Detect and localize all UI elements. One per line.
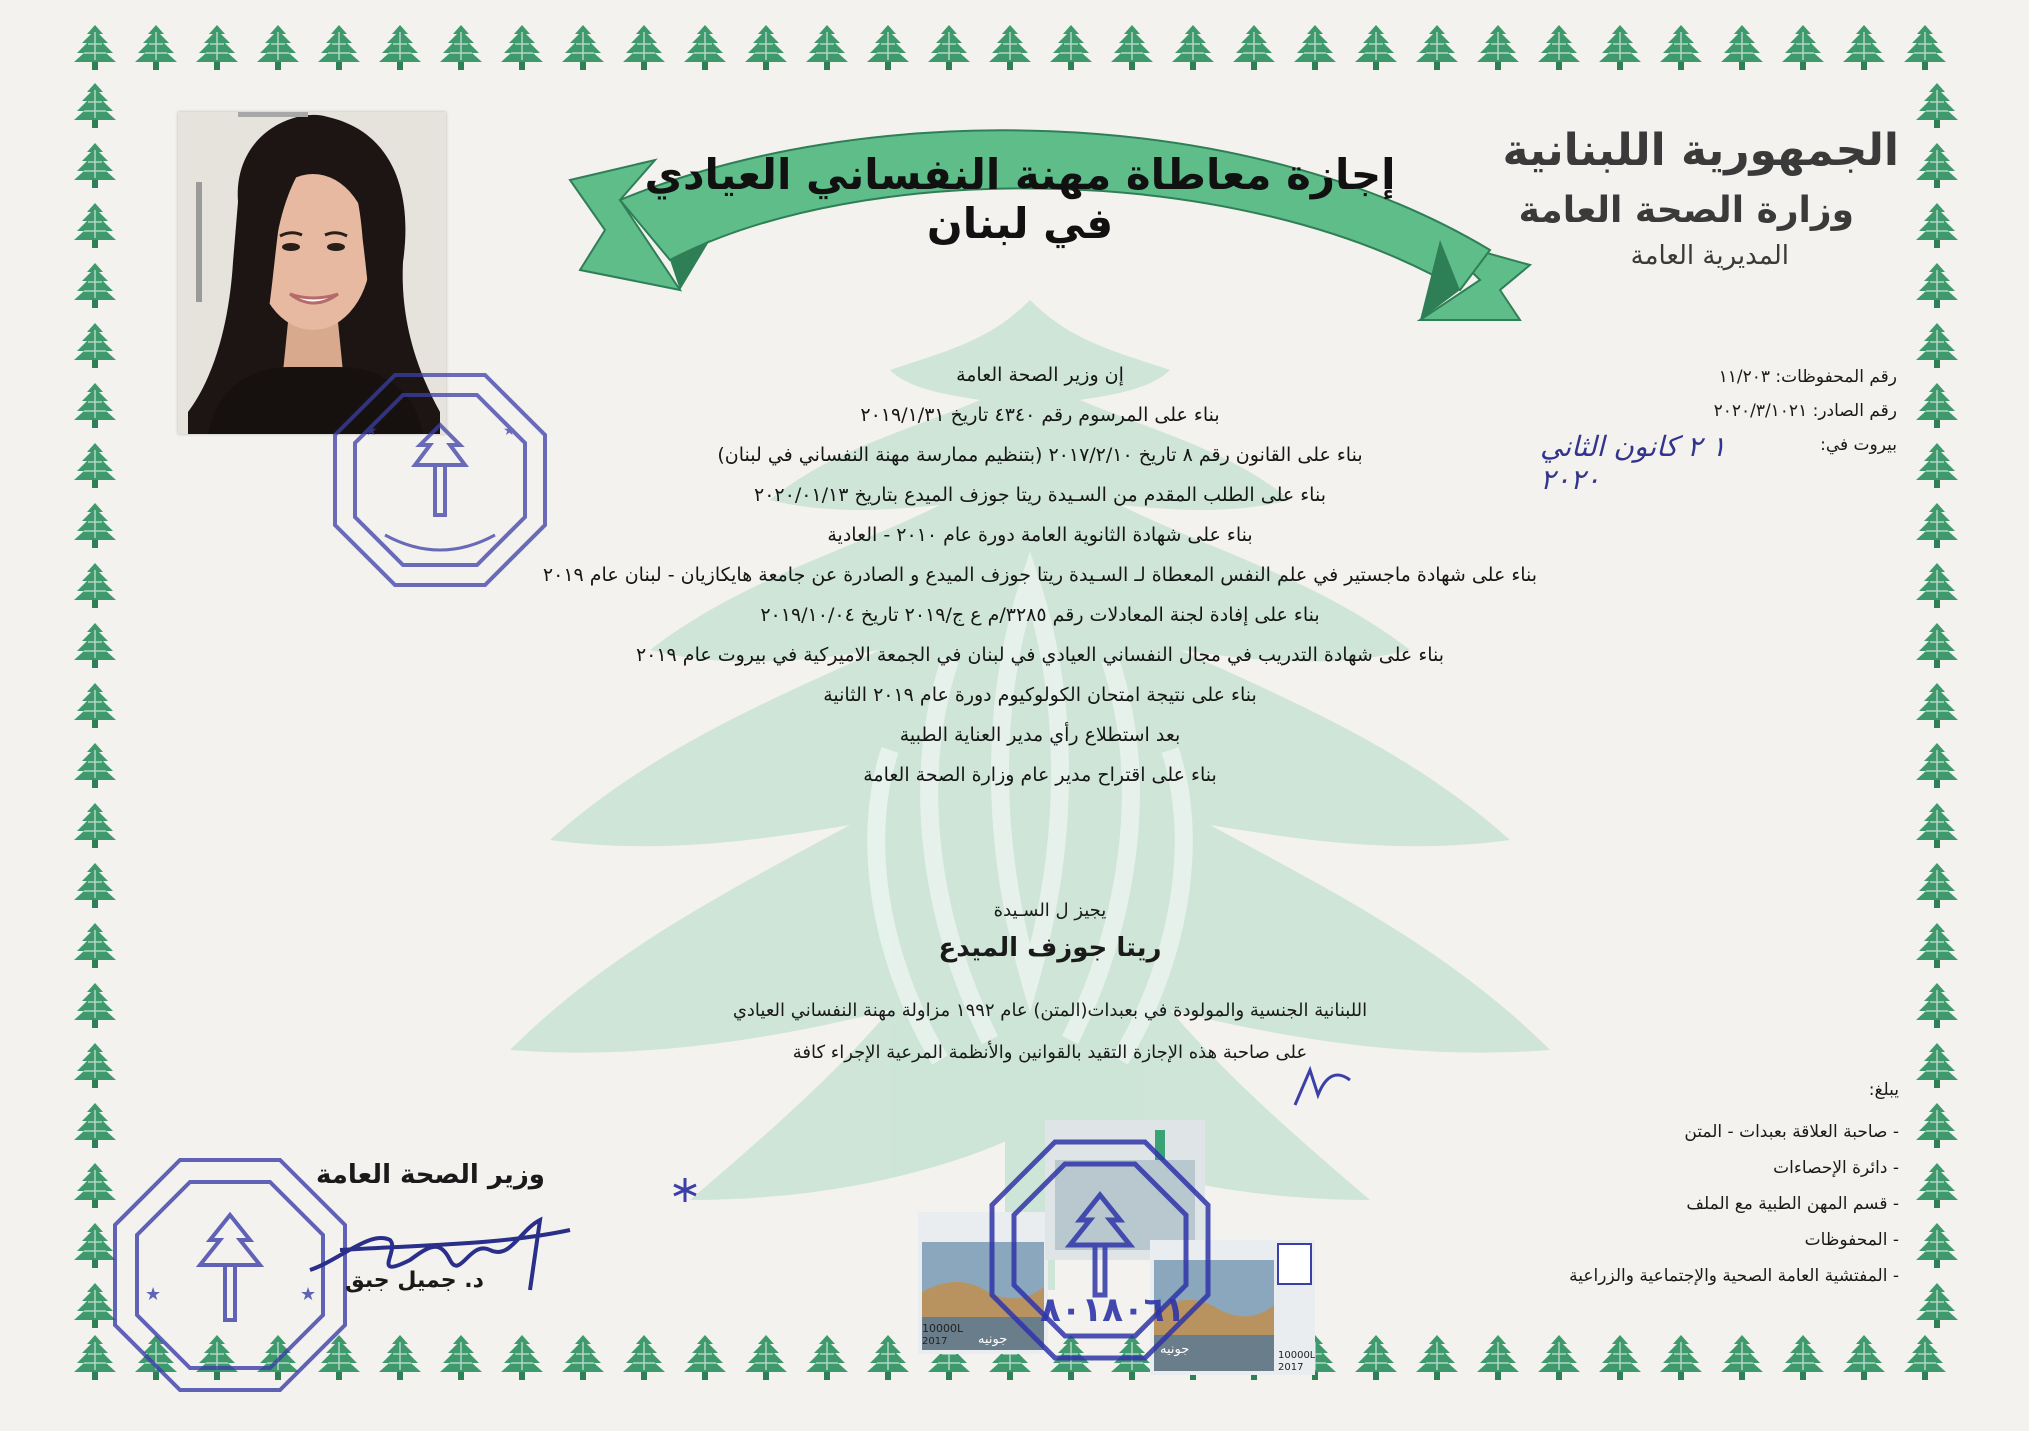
cedar-icon: [1912, 860, 1962, 910]
cedar-icon: [1412, 1332, 1462, 1382]
cedar-icon: [70, 200, 120, 250]
cedar-icon: [1351, 1332, 1401, 1382]
cedar-icon: [1595, 1332, 1645, 1382]
body-line: بناء على القانون رقم ٨ تاريخ ٢٠١٧/٢/١٠ (بتنظيم ممارسة مهنة النفساني في لبنان): [717, 444, 1363, 466]
certificate-title: إجازة معاطاة مهنة النفساني العيادي في لبنان: [644, 150, 1396, 248]
cedar-icon: [1717, 1332, 1767, 1382]
cedar-icon: [1046, 22, 1096, 72]
cedar-icon: [70, 1100, 120, 1150]
stamp-left-value: 10000L: [922, 1322, 964, 1335]
cedar-icon: [1912, 80, 1962, 130]
cedar-icon: [1839, 1332, 1889, 1382]
outgoing-number-value: ٢٠٢٠/٣/١٠٢١: [1713, 401, 1808, 421]
minister-name: د. جميل جبق: [345, 1268, 484, 1293]
body-line: بناء على شهادة التدريب في مجال النفساني العيادي في لبنان في الجمعة الاميركية في بيروت عام ٢٠١٩: [635, 644, 1445, 666]
cedar-icon: [497, 22, 547, 72]
cedar-icon: [70, 620, 120, 670]
nationality-text: [600, 990, 1500, 1074]
cedar-icon: [70, 800, 120, 850]
cedar-border-cell: [375, 1332, 425, 1382]
cedar-border-cell: [1168, 22, 1218, 72]
cedar-icon: [131, 22, 181, 72]
directorate-name: المديرية العامة: [1630, 241, 1789, 271]
cedar-icon: [1912, 800, 1962, 850]
cedar-icon: [192, 22, 242, 72]
cedar-border-cell: [619, 22, 669, 72]
cedar-icon: [1656, 22, 1706, 72]
cedar-border-cell: [1595, 1332, 1645, 1382]
cedar-border-cell: [70, 620, 120, 670]
cedar-icon: [1912, 680, 1962, 730]
cedar-icon: [1912, 260, 1962, 310]
cedar-border-cell: [70, 920, 120, 970]
cedar-icon: [985, 22, 1035, 72]
cedar-icon: [1912, 1100, 1962, 1150]
cedar-border-cell: [863, 22, 913, 72]
cedar-icon: [1912, 320, 1962, 370]
stamp-right-year: 2017: [1278, 1362, 1304, 1373]
cedar-border-cell: [70, 380, 120, 430]
distribution-item: - المحفوظات: [1804, 1230, 1899, 1250]
issue-place-label: بيروت في:: [1820, 435, 1897, 455]
body-line: بناء على شهادة الثانوية العامة دورة عام ٢٠١٠ - العادية: [827, 524, 1253, 546]
cedar-border-cell: [1912, 1160, 1962, 1210]
cedar-icon: [863, 22, 913, 72]
cedar-icon: [70, 260, 120, 310]
cedar-icon: [1717, 22, 1767, 72]
cedar-icon: [70, 140, 120, 190]
cedar-icon: [1912, 980, 1962, 1030]
cedar-icon: [1778, 22, 1828, 72]
body-line: بناء على المرسوم رقم ٤٣٤٠ تاريخ ٢٠١٩/١/٣١: [860, 404, 1220, 426]
cedar-border-cell: [680, 1332, 730, 1382]
cedar-border-cell: [985, 22, 1035, 72]
body-line: بناء على اقتراح مدير عام وزارة الصحة العامة: [863, 764, 1217, 786]
cedar-border-cell: [1912, 1220, 1962, 1270]
cedar-border-cell: [1839, 22, 1889, 72]
cedar-icon: [1656, 1332, 1706, 1382]
cedar-border-cell: [70, 440, 120, 490]
cedar-icon: [802, 22, 852, 72]
cedar-icon: [619, 1332, 669, 1382]
body-line: بعد استطلاع رأي مدير العناية الطبية: [899, 724, 1181, 746]
cedar-icon: [1912, 140, 1962, 190]
cedar-border-cell: [1473, 1332, 1523, 1382]
cedar-border-cell: [70, 740, 120, 790]
cedar-icon: [70, 740, 120, 790]
cedar-border-cell: [70, 22, 120, 72]
cedar-icon: [1107, 22, 1157, 72]
cedar-icon: [70, 980, 120, 1030]
handwritten-date: ١ ٢ كانون الثاني ٢٠٢٠: [1540, 430, 1726, 496]
svg-text:★: ★: [365, 423, 378, 439]
stamp-left-year: 2017: [922, 1336, 948, 1347]
cedar-icon: [1912, 620, 1962, 670]
cedar-icon: [1900, 22, 1950, 72]
cedar-icon: [1912, 1220, 1962, 1270]
archive-number-label: رقم المحفوظات:: [1775, 367, 1897, 387]
cedar-border-cell: [1717, 22, 1767, 72]
svg-text:★: ★: [503, 423, 516, 439]
cedar-icon: [1839, 22, 1889, 72]
cedar-border-cell: [741, 1332, 791, 1382]
issue-place-date: [1714, 428, 1897, 462]
body-line: إن وزير الصحة العامة: [956, 364, 1124, 386]
cedar-icon: [497, 1332, 547, 1382]
body-line: بناء على إفادة لجنة المعادلات رقم ٣٢٨٥/م ع ج/٢٠١٩ تاريخ ٢٠١٩/١٠/٠٤: [760, 604, 1320, 626]
outgoing-number-label: رقم الصادر:: [1812, 401, 1897, 421]
cedar-border-cell: [1912, 860, 1962, 910]
cedar-border-top: [70, 22, 1961, 72]
cedar-border-cell: [70, 860, 120, 910]
cedar-icon: [70, 1040, 120, 1090]
stamp-left-place: جونيه: [978, 1332, 1008, 1347]
cedar-border-cell: [924, 22, 974, 72]
cedar-border-right: [1912, 80, 1962, 1340]
cedar-border-cell: [70, 140, 120, 190]
cedar-border-cell: [1778, 1332, 1828, 1382]
cedar-border-cell: [1900, 22, 1950, 72]
cedar-border-cell: [1595, 22, 1645, 72]
cedar-border-cell: [1912, 740, 1962, 790]
cedar-border-cell: [1912, 1100, 1962, 1150]
cedar-icon: [375, 1332, 425, 1382]
cedar-border-cell: [558, 1332, 608, 1382]
cedar-icon: [70, 440, 120, 490]
cedar-icon: [436, 1332, 486, 1382]
cedar-icon: [741, 1332, 791, 1382]
cedar-border-cell: [1912, 560, 1962, 610]
cedar-icon: [1473, 1332, 1523, 1382]
archive-number-value: ١١/٢٠٣: [1718, 367, 1770, 387]
cedar-icon: [1412, 22, 1462, 72]
cedar-border-cell: [1912, 920, 1962, 970]
body-line: بناء على الطلب المقدم من السـيدة ريتا جوزف الميدع بتاريخ ٢٠٢٠/٠١/١٣: [754, 484, 1326, 506]
cedar-border-cell: [1912, 320, 1962, 370]
cedar-border-cell: [314, 22, 364, 72]
cedar-border-cell: [70, 1100, 120, 1150]
cedar-border-cell: [802, 22, 852, 72]
cedar-icon: [1534, 22, 1584, 72]
grant-permits: يجيز ل السـيدة: [993, 900, 1107, 921]
cedar-icon: [1912, 1160, 1962, 1210]
cedar-icon: [1351, 22, 1401, 72]
cedar-border-cell: [1912, 140, 1962, 190]
distribution-list: [1569, 1080, 1899, 1294]
cedar-border-cell: [70, 320, 120, 370]
cedar-border-cell: [70, 1040, 120, 1090]
cedar-icon: [1912, 380, 1962, 430]
cedar-icon: [1595, 22, 1645, 72]
cedar-icon: [1912, 440, 1962, 490]
cedar-border-cell: [1351, 1332, 1401, 1382]
cedar-icon: [70, 680, 120, 730]
stamp-serial-number: ٨٠١٨٠٦١: [1040, 1290, 1186, 1330]
cedar-icon: [680, 22, 730, 72]
cedar-icon: [1912, 920, 1962, 970]
cedar-border-cell: [436, 1332, 486, 1382]
cedar-icon: [1229, 22, 1279, 72]
cedar-icon: [253, 22, 303, 72]
cedar-icon: [924, 22, 974, 72]
issuer-header: [1503, 125, 1899, 271]
cedar-border-cell: [1912, 1040, 1962, 1090]
reference-block: [1714, 360, 1897, 462]
cedar-border-cell: [1717, 1332, 1767, 1382]
cedar-icon: [1912, 1040, 1962, 1090]
cedar-border-cell: [1656, 1332, 1706, 1382]
cedar-icon: [1534, 1332, 1584, 1382]
cedar-border-cell: [1912, 440, 1962, 490]
cedar-border-cell: [1656, 22, 1706, 72]
cedar-icon: [558, 22, 608, 72]
cedar-border-cell: [741, 22, 791, 72]
distribution-item: - صاحبة العلاقة بعبدات - المتن: [1684, 1122, 1899, 1142]
cedar-border-cell: [70, 560, 120, 610]
cedar-border-cell: [1046, 22, 1096, 72]
archive-number: [1714, 360, 1897, 394]
cedar-icon: [1912, 200, 1962, 250]
cedar-icon: [436, 22, 486, 72]
republic-name: الجمهورية اللبنانية: [1502, 125, 1899, 176]
cancellation-seal-icon: [980, 1130, 1220, 1370]
cedar-border-cell: [375, 22, 425, 72]
cedar-border-cell: [131, 22, 181, 72]
cedar-border-cell: [1912, 800, 1962, 850]
body-text: [440, 355, 1640, 795]
body-line: بناء على نتيجة امتحان الكولوكيوم دورة عام ٢٠١٩ الثانية: [823, 684, 1257, 706]
cedar-icon: [1168, 22, 1218, 72]
cedar-border-cell: [1534, 1332, 1584, 1382]
cedar-border-cell: [1107, 22, 1157, 72]
cedar-icon: [802, 1332, 852, 1382]
cedar-border-cell: [192, 22, 242, 72]
cedar-border-cell: [70, 200, 120, 250]
distribution-item: - دائرة الإحصاءات: [1773, 1158, 1899, 1178]
cedar-icon: [70, 380, 120, 430]
cedar-border-cell: [70, 500, 120, 550]
distribution-item: - قسم المهن الطبية مع الملف: [1686, 1194, 1899, 1214]
initials-mark-icon: [1290, 1060, 1360, 1110]
svg-text:★: ★: [145, 1284, 162, 1305]
licensee-name: ريتا جوزف الميدع: [938, 933, 1162, 963]
cedar-icon: [70, 920, 120, 970]
cedar-border-cell: [863, 1332, 913, 1382]
cedar-border-cell: [1912, 680, 1962, 730]
cedar-border-cell: [1290, 22, 1340, 72]
cedar-icon: [1778, 1332, 1828, 1382]
cedar-border-cell: [497, 22, 547, 72]
cedar-border-cell: [619, 1332, 669, 1382]
grant-block: [840, 900, 1260, 963]
cedar-icon: [70, 560, 120, 610]
cedar-icon: [1912, 740, 1962, 790]
cedar-border-cell: [680, 22, 730, 72]
cedar-icon: [1473, 22, 1523, 72]
distribution-title: يبلغ:: [1868, 1080, 1899, 1100]
cedar-border-cell: [1473, 22, 1523, 72]
nationality-line: اللبنانية الجنسية والمولودة في بعبدات(المتن) عام ١٩٩٢ مزاولة مهنة النفساني العيادي: [732, 1000, 1368, 1021]
body-line: بناء على شهادة ماجستير في علم النفس المعطاة لـ السـيدة ريتا جوزف الميدع و الصادرة عن جامعة هايكازيان - لبنان عام ٢٠١٩: [542, 564, 1538, 586]
cedar-icon: [863, 1332, 913, 1382]
cedar-icon: [375, 22, 425, 72]
cedar-border-cell: [802, 1332, 852, 1382]
cedar-icon: [70, 320, 120, 370]
distribution-item: - المفتشية العامة الصحية والإجتماعية والزراعية: [1569, 1266, 1899, 1286]
cedar-border-cell: [497, 1332, 547, 1382]
cedar-border-cell: [1912, 380, 1962, 430]
stamp-right-place: جونيه: [1160, 1342, 1190, 1357]
cedar-border-cell: [1229, 22, 1279, 72]
cedar-icon: [70, 80, 120, 130]
cedar-border-cell: [1412, 22, 1462, 72]
cedar-border-cell: [436, 22, 486, 72]
stamp-right-value: 10000L: [1278, 1350, 1315, 1361]
outgoing-number: [1714, 394, 1897, 428]
cedar-border-cell: [70, 80, 120, 130]
cedar-border-cell: [1912, 80, 1962, 130]
cedar-border-cell: [558, 22, 608, 72]
cedar-icon: [1912, 560, 1962, 610]
cedar-border-cell: [1912, 1280, 1962, 1330]
cedar-border-cell: [1912, 980, 1962, 1030]
ministry-name: وزارة الصحة العامة: [1518, 190, 1854, 231]
cedar-border-cell: [253, 22, 303, 72]
cedar-border-cell: [70, 980, 120, 1030]
cedar-icon: [619, 22, 669, 72]
obligation-line: على صاحبة هذه الإجازة التقيد بالقوانين والأنظمة المرعية الإجراء كافة: [792, 1042, 1308, 1063]
cedar-icon: [1912, 1280, 1962, 1330]
cedar-border-cell: [1778, 22, 1828, 72]
cedar-icon: [314, 22, 364, 72]
cedar-border-cell: [1912, 620, 1962, 670]
cedar-border-cell: [70, 800, 120, 850]
cedar-border-cell: [1912, 260, 1962, 310]
cedar-icon: [70, 22, 120, 72]
cedar-border-cell: [70, 680, 120, 730]
asterisk-mark-icon: [670, 1175, 700, 1205]
cedar-border-cell: [1912, 500, 1962, 550]
cedar-border-cell: [1912, 200, 1962, 250]
cedar-border-cell: [1839, 1332, 1889, 1382]
cedar-icon: [558, 1332, 608, 1382]
svg-text:★: ★: [300, 1284, 317, 1305]
cedar-icon: [680, 1332, 730, 1382]
cedar-icon: [1912, 500, 1962, 550]
cedar-icon: [741, 22, 791, 72]
cedar-icon: [70, 500, 120, 550]
cedar-border-cell: [1534, 22, 1584, 72]
cedar-border-cell: [1412, 1332, 1462, 1382]
cedar-border-cell: [70, 260, 120, 310]
cedar-icon: [70, 860, 120, 910]
minister-title: وزير الصحة العامة: [316, 1160, 545, 1190]
cedar-border-cell: [1351, 22, 1401, 72]
cedar-icon: [1290, 22, 1340, 72]
